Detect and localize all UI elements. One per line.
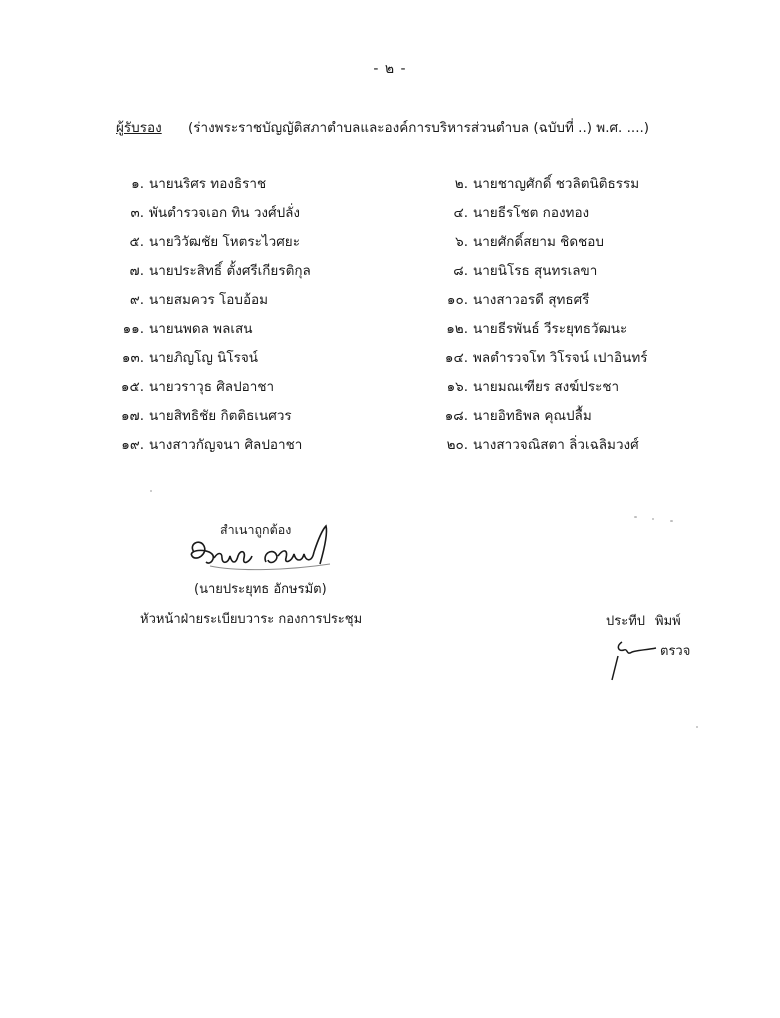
signer-number: ๑๐. bbox=[446, 292, 468, 308]
signer-name: นางสาวอรดี สุทธศรี bbox=[473, 292, 590, 308]
typist-role: พิมพ์ bbox=[655, 614, 681, 629]
header-title: (ร่างพระราชบัญญัติสภาตำบลและองค์การบริหารส่วนตำบล (ฉบับที่ ..) พ.ศ. ....) bbox=[187, 120, 650, 136]
signer-name: นายมณเฑียร สงฆ์ประชา bbox=[473, 379, 620, 395]
signer-name: นายนริศร ทองธิราช bbox=[149, 176, 267, 192]
signer-number: ๑๔. bbox=[444, 350, 468, 366]
signer-name: นายสิทธิชัย กิตติธเนศวร bbox=[149, 408, 292, 424]
signer-item bbox=[436, 257, 756, 286]
signer-item bbox=[112, 431, 432, 460]
document-header bbox=[116, 116, 649, 138]
signer-number: ๑๕. bbox=[120, 379, 144, 395]
certifier-signature bbox=[180, 522, 350, 586]
checker-role: ตรวจ bbox=[660, 644, 691, 659]
scan-speck bbox=[150, 490, 152, 492]
signer-item bbox=[112, 228, 432, 257]
signer-item bbox=[112, 286, 432, 315]
scan-speck bbox=[696, 726, 698, 728]
signer-name: นายชาญศักดิ์ ชวลิตนิติธรรม bbox=[473, 176, 640, 192]
signer-name: นางสาวกัญจนา ศิลปอาชา bbox=[149, 437, 303, 453]
signer-number: ๔. bbox=[453, 205, 468, 221]
header-label: ผู้รับรอง bbox=[116, 120, 162, 136]
signer-number: ๑๖. bbox=[446, 379, 468, 395]
signer-name: นายธีรพันธ์ วีระยุทธวัฒนะ bbox=[473, 321, 628, 337]
signer-number: ๑๒. bbox=[446, 321, 468, 337]
signer-name: พันตำรวจเอก ทิน วงศ์ปลั่ง bbox=[149, 205, 300, 221]
certified-copy-label: สำเนาถูกต้อง bbox=[220, 522, 292, 537]
signer-item bbox=[112, 199, 432, 228]
signer-item bbox=[436, 199, 756, 228]
signer-name: นายวิวัฒชัย โหตระไวศยะ bbox=[149, 234, 300, 250]
signer-name: นางสาวจณิสตา ลิ่วเฉลิมวงศ์ bbox=[473, 437, 639, 453]
typist-name: ประทีป bbox=[606, 614, 646, 629]
signer-number: ๕. bbox=[129, 234, 144, 250]
signer-item bbox=[112, 344, 432, 373]
checker-signature bbox=[602, 632, 662, 682]
certifier-title: หัวหน้าฝ่ายระเบียบวาระ กองการประชุม bbox=[140, 612, 363, 627]
signer-name: นายศักดิ์สยาม ชิดชอบ bbox=[473, 234, 604, 250]
page-number: - ๒ - bbox=[373, 61, 407, 77]
signer-name: นายธีรโชต กองทอง bbox=[473, 205, 590, 221]
signer-item bbox=[436, 344, 756, 373]
signer-item bbox=[436, 170, 756, 199]
signer-item bbox=[436, 286, 756, 315]
signer-item bbox=[112, 170, 432, 199]
signer-item bbox=[436, 228, 756, 257]
signer-number: ๑๑. bbox=[122, 321, 144, 337]
signers-left-column bbox=[112, 170, 432, 460]
signer-item bbox=[112, 257, 432, 286]
signer-number: ๑๓. bbox=[121, 350, 144, 366]
signer-item bbox=[436, 373, 756, 402]
signer-item bbox=[436, 315, 756, 344]
signer-number: ๑๗. bbox=[120, 408, 144, 424]
scan-speck bbox=[634, 516, 637, 518]
signer-item bbox=[436, 402, 756, 431]
signer-item bbox=[436, 431, 756, 460]
signer-name: พลตำรวจโท วิโรจน์ เปาอินทร์ bbox=[473, 350, 648, 366]
signer-number: ๒. bbox=[454, 176, 468, 192]
signer-number: ๑๘. bbox=[444, 408, 468, 424]
signer-number: ๑๙. bbox=[121, 437, 144, 453]
signer-name: นายประสิทธิ์ ตั้งศรีเกียรติกุล bbox=[149, 263, 311, 279]
signer-number: ๙. bbox=[129, 292, 144, 308]
signer-name: นายสมควร โอบอ้อม bbox=[149, 292, 269, 308]
signer-number: ๘. bbox=[453, 263, 468, 279]
signer-number: ๗. bbox=[129, 263, 144, 279]
signer-name: นายอิทธิพล คุณปลื้ม bbox=[473, 408, 592, 424]
signer-name: นายภิญโญ นิโรจน์ bbox=[149, 350, 259, 366]
signer-item bbox=[112, 315, 432, 344]
signer-number: ๑. bbox=[131, 176, 144, 192]
signer-name: นายวราวุธ ศิลปอาชา bbox=[149, 379, 275, 395]
scan-speck bbox=[652, 518, 654, 520]
signer-name: นายนพดล พลเสน bbox=[149, 321, 253, 337]
typist-checker-block bbox=[598, 610, 758, 690]
signer-number: ๒๐. bbox=[446, 437, 468, 453]
typist-line bbox=[606, 610, 681, 631]
signer-name: นายนิโรธ สุนทรเลขา bbox=[473, 263, 598, 279]
signer-item bbox=[112, 402, 432, 431]
signer-item bbox=[112, 373, 432, 402]
scan-speck bbox=[670, 520, 673, 522]
signer-number: ๓. bbox=[130, 205, 144, 221]
signer-number: ๖. bbox=[455, 234, 468, 250]
certifier-name: (นายประยุทธ อักษรมัต) bbox=[194, 582, 327, 597]
signers-right-column bbox=[436, 170, 756, 460]
